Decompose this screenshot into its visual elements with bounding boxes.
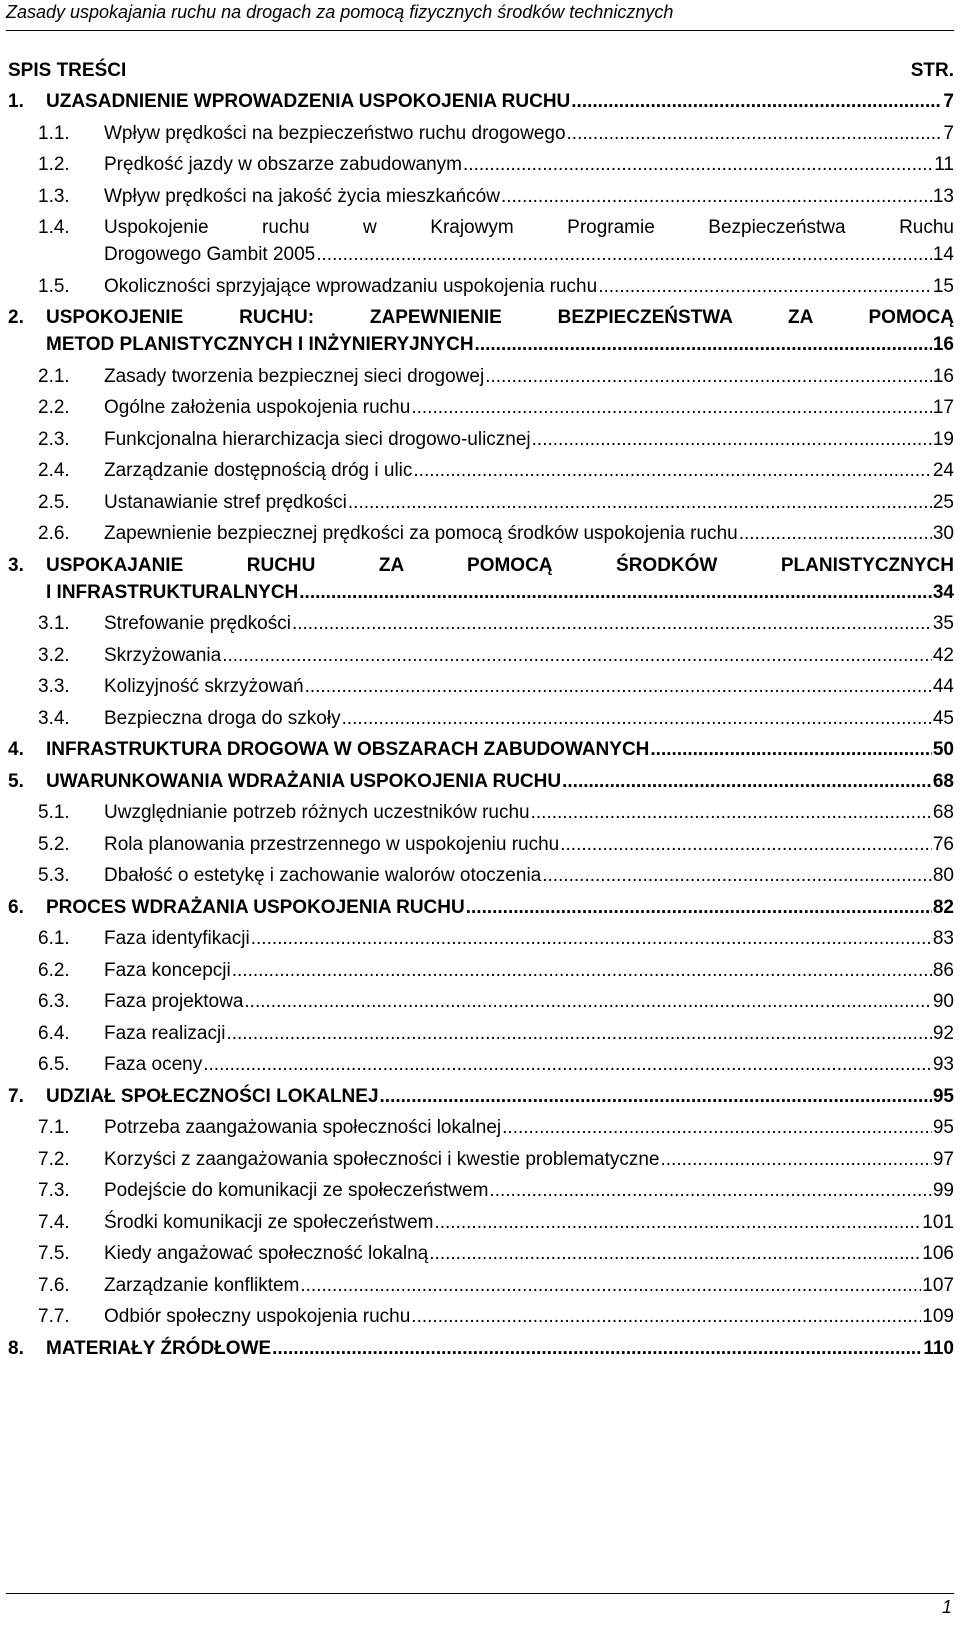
toc-entry[interactable]: [8, 1272, 954, 1299]
toc-entry-title: Drogowego Gambit 2005: [104, 244, 316, 265]
toc-entry-title: Funkcjonalna hierarchizacja sieci drogowo-ulicznej: [104, 428, 531, 450]
toc-entry[interactable]: [8, 610, 954, 637]
toc-entry-number: 2.6.: [38, 523, 70, 544]
toc-entry-page: 7: [943, 122, 954, 144]
toc-entry-page: 82: [932, 896, 954, 918]
toc-entry-page: 14: [932, 244, 954, 265]
toc-entry[interactable]: [8, 273, 954, 300]
toc-entry-number: 3.: [8, 554, 24, 576]
toc-entry[interactable]: [8, 363, 954, 390]
toc-leader-dots: [501, 183, 932, 210]
toc-leader-dots: [571, 88, 942, 115]
toc-entry-title: Środki komunikacji ze społeczeństwem: [104, 1211, 434, 1233]
toc-leader-dots: [463, 151, 933, 178]
toc-entry-number: 3.3.: [38, 676, 70, 697]
toc-entry-title: USPOKAJANIE RUCHU ZA POMOCĄ ŚRODKÓW PLANISTYCZNYCH: [46, 554, 954, 576]
toc-entry[interactable]: [8, 151, 954, 178]
toc-entry-page: 44: [932, 676, 954, 697]
toc-entry-page: 16: [932, 365, 954, 387]
toc-leader-dots: [739, 520, 932, 547]
toc-entry-number: 1.2.: [38, 154, 70, 175]
toc-entry-page: 109: [922, 1306, 954, 1327]
toc-entry-title: Faza oceny: [104, 1054, 203, 1075]
toc-entry[interactable]: [8, 120, 954, 147]
toc-entry-title: Kolizyjność skrzyżowań: [104, 676, 304, 697]
toc-leader-dots: [531, 799, 932, 826]
toc-entry-page: 34: [932, 581, 954, 603]
toc-entry-page: 83: [932, 928, 954, 949]
toc-entry[interactable]: [8, 642, 954, 669]
toc-entry[interactable]: [8, 1335, 954, 1362]
toc-leader-dots: [502, 1114, 932, 1141]
toc-entry-page: 15: [932, 275, 954, 297]
toc-entry-title: Zarządzanie konfliktem: [104, 1274, 300, 1296]
toc-entry-title: Wpływ prędkości na jakość życia mieszkańców: [104, 185, 500, 207]
toc-entry-page: 86: [932, 959, 954, 981]
toc-entry[interactable]: [8, 214, 954, 268]
toc-entry-title: Strefowanie prędkości: [104, 613, 291, 634]
toc-leader-dots: [342, 705, 932, 732]
running-header: [6, 0, 954, 30]
toc-entry-number: 7.2.: [38, 1148, 70, 1170]
toc-entry[interactable]: [8, 736, 954, 763]
toc-entry-title: Odbiór społeczny uspokojenia ruchu: [104, 1306, 411, 1327]
toc-page-column-heading: STR.: [910, 60, 954, 81]
toc-entry-number: 3.2.: [38, 644, 70, 666]
toc-leader-dots: [226, 1020, 931, 1047]
toc-entry-number: 6.: [8, 896, 24, 918]
toc-entry-number: 7.6.: [38, 1274, 70, 1296]
toc-entry[interactable]: [8, 1020, 954, 1047]
toc-entry-number: 5.2.: [38, 833, 70, 855]
toc-leader-dots: [466, 894, 932, 921]
toc-entry-title: Zapewnienie bezpiecznej prędkości za pomocą środków uspokojenia ruchu: [104, 523, 738, 544]
toc-leader-dots: [348, 489, 932, 516]
toc-entry-number: 1.3.: [38, 185, 70, 207]
toc-entry-page: 107: [922, 1274, 954, 1296]
toc-entry-number: 2.5.: [38, 491, 70, 513]
toc-entry-page: 35: [932, 613, 954, 634]
toc-entry-title: MATERIAŁY ŹRÓDŁOWE: [46, 1337, 272, 1359]
toc-entry-page: 95: [932, 1085, 954, 1107]
toc-entry-page: 24: [932, 460, 954, 481]
toc-entry-page: 93: [932, 1054, 954, 1075]
toc-leader-dots: [489, 1177, 931, 1204]
toc-leader-dots: [203, 1051, 932, 1078]
toc-leader-dots: [411, 1303, 921, 1330]
toc-entry-title: I INFRASTRUKTURALNYCH: [46, 581, 299, 603]
header-divider: [6, 30, 954, 31]
toc-entry-page: 106: [922, 1243, 954, 1264]
toc-entry[interactable]: [8, 1240, 954, 1267]
toc-entry-number: 3.1.: [38, 613, 70, 634]
toc-entry-title: UZASADNIENIE WPROWADZENIA USPOKOJENIA RUCHU: [46, 91, 571, 112]
toc-entry-page: 97: [932, 1148, 954, 1170]
toc-entry-title: Ustanawianie stref prędkości: [104, 491, 347, 513]
toc-entry-number: 2.2.: [38, 397, 70, 418]
toc-entry[interactable]: [8, 1051, 954, 1078]
toc-entry-title: USPOKOJENIE RUCHU: ZAPEWNIENIE BEZPIECZEŃSTWA ZA POMOCĄ: [46, 307, 954, 328]
toc-entry[interactable]: [8, 673, 954, 700]
toc-leader-dots: [434, 1209, 921, 1236]
toc-entry[interactable]: [8, 799, 954, 826]
toc-leader-dots: [251, 925, 932, 952]
toc-entry[interactable]: [8, 988, 954, 1015]
toc-leader-dots: [485, 363, 932, 390]
toc-heading: SPIS TREŚCI: [8, 60, 127, 81]
toc-entry-number: 2.1.: [38, 365, 70, 387]
toc-entry-page: 17: [932, 397, 954, 418]
toc-entry[interactable]: [8, 894, 954, 921]
toc-entry-page: 13: [932, 185, 954, 207]
toc-entry-title: Wpływ prędkości na bezpieczeństwo ruchu drogowego: [104, 122, 566, 144]
toc-entry-page: 7: [943, 91, 954, 112]
toc-entry-page: 99: [932, 1180, 954, 1201]
toc-entry-number: 1.4.: [38, 217, 70, 238]
toc-entry-page: 45: [932, 707, 954, 729]
toc-entry[interactable]: [8, 304, 954, 358]
toc-entry-page: 92: [932, 1022, 954, 1044]
toc-entry-title: Ogólne założenia uspokojenia ruchu: [104, 397, 411, 418]
toc-entry[interactable]: [8, 183, 954, 210]
toc-entry-title: Uwzględnianie potrzeb różnych uczestników ruchu: [104, 802, 530, 823]
toc-leader-dots: [532, 426, 932, 453]
toc-entry-number: 6.1.: [38, 928, 70, 949]
toc-entry-title: Potrzeba zaangażowania społeczności lokalnej: [104, 1117, 502, 1138]
toc-leader-dots: [380, 1083, 932, 1110]
toc-entry[interactable]: [8, 552, 954, 606]
toc-leader-dots: [272, 1335, 922, 1362]
toc-leader-dots: [300, 1272, 921, 1299]
toc-entry-number: 7.: [8, 1085, 24, 1107]
toc-entry-title: PROCES WDRAŻANIA USPOKOJENIA RUCHU: [46, 896, 465, 918]
toc-entry-number: 7.3.: [38, 1180, 70, 1201]
toc-entry-title: UWARUNKOWANIA WDRAŻANIA USPOKOJENIA RUCHU: [46, 770, 562, 792]
toc-entry-page: 16: [932, 334, 954, 355]
toc-leader-dots: [560, 831, 932, 858]
toc-entry[interactable]: [8, 1083, 954, 1110]
toc-entry[interactable]: [8, 1146, 954, 1173]
toc-entry-title: Korzyści z zaangażowania społeczności i kwestie problematyczne: [104, 1148, 660, 1170]
toc-entry-number: 8.: [8, 1337, 24, 1359]
toc-entry[interactable]: [8, 1209, 954, 1236]
toc-entry-title: Zarządzanie dostępnością dróg i ulic: [104, 460, 413, 481]
toc-entry-page: 42: [932, 644, 954, 666]
toc-entry-number: 6.5.: [38, 1054, 70, 1075]
toc-entry-number: 1.: [8, 91, 24, 112]
toc-entry-number: 5.3.: [38, 865, 70, 886]
toc-entry-number: 7.4.: [38, 1211, 70, 1233]
toc-entry-page: 68: [932, 802, 954, 823]
toc-entry[interactable]: [8, 1177, 954, 1204]
toc-entry[interactable]: [8, 457, 954, 484]
toc-leader-dots: [562, 768, 932, 795]
toc-entry[interactable]: [8, 1303, 954, 1330]
toc-entry[interactable]: [8, 925, 954, 952]
toc-entry-title: Bezpieczna droga do szkoły: [104, 707, 341, 729]
toc-entry-title: Faza koncepcji: [104, 959, 231, 981]
toc-leader-dots: [292, 610, 932, 637]
toc-entry[interactable]: [8, 705, 954, 732]
toc-entry-title: Zasady tworzenia bezpiecznej sieci drogowej: [104, 365, 485, 387]
toc-entry-title: Podejście do komunikacji ze społeczeństwem: [104, 1180, 489, 1201]
toc-leader-dots: [660, 1146, 931, 1173]
toc-entry-title: Faza projektowa: [104, 991, 244, 1012]
toc-leader-dots: [413, 457, 931, 484]
toc-entry-number: 4.: [8, 739, 24, 760]
toc-entry-title: Faza identyfikacji: [104, 928, 250, 949]
toc-entry-title: METOD PLANISTYCZNYCH I INŻYNIERYJNYCH: [46, 334, 474, 355]
toc-entry[interactable]: [8, 394, 954, 421]
toc-entry-number: 7.7.: [38, 1306, 70, 1327]
toc-entry-page: 25: [932, 491, 954, 513]
toc-leader-dots: [305, 673, 932, 700]
toc-entry-number: 6.2.: [38, 959, 70, 981]
toc-entry-title: UDZIAŁ SPOŁECZNOŚCI LOKALNEJ: [46, 1085, 379, 1107]
toc-entry-page: 90: [932, 991, 954, 1012]
toc-entry[interactable]: [8, 489, 954, 516]
toc-leader-dots: [429, 1240, 921, 1267]
toc-entry[interactable]: [8, 957, 954, 984]
page-number: 1: [941, 1597, 952, 1617]
toc-entry-number: 1.5.: [38, 275, 70, 297]
toc-entry-title: Faza realizacji: [104, 1022, 226, 1044]
toc-entry-number: 2.3.: [38, 428, 70, 450]
toc-entry-number: 2.4.: [38, 460, 70, 481]
toc-leader-dots: [475, 331, 932, 358]
toc-entry-page: 110: [923, 1337, 954, 1359]
toc-entry-number: 6.4.: [38, 1022, 70, 1044]
toc-entry-number: 6.3.: [38, 991, 70, 1012]
toc-entry-title: Rola planowania przestrzennego w uspokojeniu ruchu: [104, 833, 560, 855]
toc-leader-dots: [598, 273, 932, 300]
toc-entry-number: 7.1.: [38, 1117, 70, 1138]
toc-leader-dots: [542, 862, 932, 889]
toc-entry[interactable]: [8, 426, 954, 453]
toc-entry-number: 2.: [8, 307, 24, 328]
toc-entry[interactable]: [8, 88, 954, 115]
toc-entry-number: 3.4.: [38, 707, 70, 729]
toc-entry-page: 11: [934, 154, 954, 175]
toc-heading-row: [8, 58, 954, 88]
toc-entry-title: Kiedy angażować społeczność lokalną: [104, 1243, 429, 1264]
toc-entry-title: Dbałość o estetykę i zachowanie walorów otoczenia: [104, 865, 542, 886]
toc-entry[interactable]: [8, 768, 954, 795]
toc-entry-title: Uspokojenie ruchu w Krajowym Programie Bezpieczeństwa Ruchu: [104, 217, 954, 238]
toc-entry-page: 95: [932, 1117, 954, 1138]
toc-leader-dots: [299, 579, 932, 606]
toc-entry[interactable]: [8, 862, 954, 889]
toc-leader-dots: [650, 736, 931, 763]
toc-entry-number: 7.5.: [38, 1243, 70, 1264]
toc-entry-page: 68: [932, 770, 954, 792]
toc-leader-dots: [222, 642, 932, 669]
toc-entry[interactable]: [8, 1114, 954, 1141]
toc-entry-title: Prędkość jazdy w obszarze zabudowanym: [104, 154, 463, 175]
toc-entry-page: 19: [932, 428, 954, 450]
toc-entry-page: 30: [932, 523, 954, 544]
document-title: Zasady uspokajania ruchu na drogach za pomocą fizycznych środków technicznych: [6, 2, 674, 22]
toc-leader-dots: [316, 241, 932, 268]
toc-leader-dots: [567, 120, 943, 147]
toc-leader-dots: [411, 394, 932, 421]
toc-entry-page: 76: [932, 833, 954, 855]
toc-leader-dots: [244, 988, 931, 1015]
toc-entry[interactable]: [8, 831, 954, 858]
table-of-contents: [8, 58, 954, 1366]
toc-leader-dots: [232, 957, 932, 984]
toc-entry-number: 5.: [8, 770, 24, 792]
toc-entry-list: [8, 88, 954, 1362]
toc-entry-title: Skrzyżowania: [104, 644, 222, 666]
footer-divider: [6, 1593, 954, 1594]
toc-entry-page: 101: [922, 1211, 954, 1233]
toc-entry-title: Okoliczności sprzyjające wprowadzaniu uspokojenia ruchu: [104, 275, 598, 297]
toc-entry-number: 5.1.: [38, 802, 70, 823]
toc-entry[interactable]: [8, 520, 954, 547]
toc-entry-number: 1.1.: [38, 122, 70, 144]
toc-entry-page: 80: [932, 865, 954, 886]
toc-entry-title: INFRASTRUKTURA DROGOWA W OBSZARACH ZABUDOWANYCH: [46, 739, 650, 760]
toc-entry-page: 50: [932, 739, 954, 760]
